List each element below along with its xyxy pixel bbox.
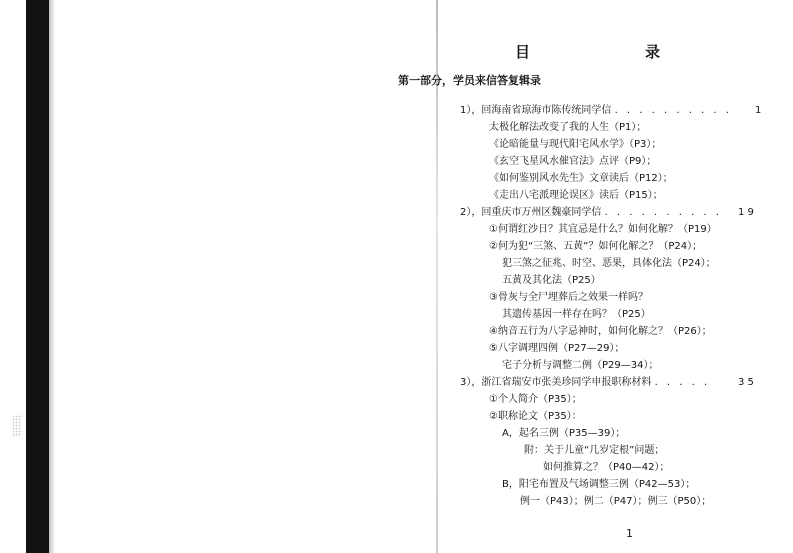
toc-entry: ②何为犯“三煞、五黄”？如何化解之？（P24）； (489, 241, 703, 252)
toc-entry: 五黄及其化法（P25） (502, 275, 601, 286)
toc-title-left: 目 (515, 43, 531, 61)
leader-dots: . . . . . (654, 377, 711, 388)
toc-entry: ⑤八字调理四例（P27—29）； (489, 343, 625, 354)
toc-entry: 《玄空飞星风水催官法》点评（P9）； (489, 156, 657, 167)
leader-dots: . . . . . . . . . . (604, 207, 722, 218)
toc-entry: A，起名三例（P35—39）； (502, 428, 626, 439)
toc-entry: 犯三煞之征兆、时空、恶果，具体化法（P24）； (502, 258, 716, 269)
toc-entry: ④纳音五行为八字忌神时，如何化解之？（P26）； (489, 326, 712, 337)
toc-entry: 附：关于儿童“几岁定根”问题； (524, 445, 665, 456)
toc-title-right: 录 (644, 43, 660, 61)
part-heading: 第一部分，学员来信答复辑录 (398, 74, 541, 87)
toc-entry: ①何谓红沙日？其宜忌是什么？如何化解？（P19） (489, 224, 717, 235)
toc-title (515, 41, 660, 62)
toc-entry-text: 3），浙江省瑞安市张美珍同学申报职称材料 (460, 377, 652, 388)
toc-entry-page: 1 9 (738, 207, 754, 218)
toc-entry: 《论暗能量与现代阳宅风水学》（P3）； (489, 139, 662, 150)
toc-entry-page: 1 (755, 105, 762, 116)
toc-entry: ①个人简介（P35）； (489, 394, 582, 405)
toc-entry: 其遗传基因一样存在吗？（P25） (502, 309, 651, 320)
toc-entry: 太极化解法改变了我的人生（P1）； (489, 122, 647, 133)
toc-entry-text: 2），回重庆市万州区魏豪同学信 (460, 207, 602, 218)
toc-entry-text: 1），回海南省琼海市陈传统同学信 (460, 105, 612, 116)
scan-speck (12, 415, 22, 437)
toc-entry (460, 377, 710, 389)
toc-entry-page: 3 5 (738, 377, 754, 388)
toc-entry: B，阳宅布置及气场调整三例（P42—53）； (502, 479, 696, 490)
page-number: 1 (626, 527, 633, 540)
toc-entry (460, 105, 732, 117)
toc-entry: ③骨灰与全尸埋葬后之效果一样吗？ (489, 292, 648, 303)
toc-entry: 如何推算之？（P40—42）； (543, 462, 670, 473)
toc-entry: 宅子分析与调整二例（P29—34）； (502, 360, 659, 371)
toc-entry (460, 207, 722, 219)
toc-entry: 例一（P43）；例二（P47）；例三（P50）； (520, 496, 712, 507)
toc-entry: 《走出八宅派理论误区》读后（P15）； (489, 190, 663, 201)
toc-entry: ②职称论文（P35）： (489, 411, 582, 422)
toc-entry: 《如何鉴别风水先生》文章读后（P12）； (489, 173, 673, 184)
leader-dots: . . . . . . . . . . (614, 105, 732, 116)
